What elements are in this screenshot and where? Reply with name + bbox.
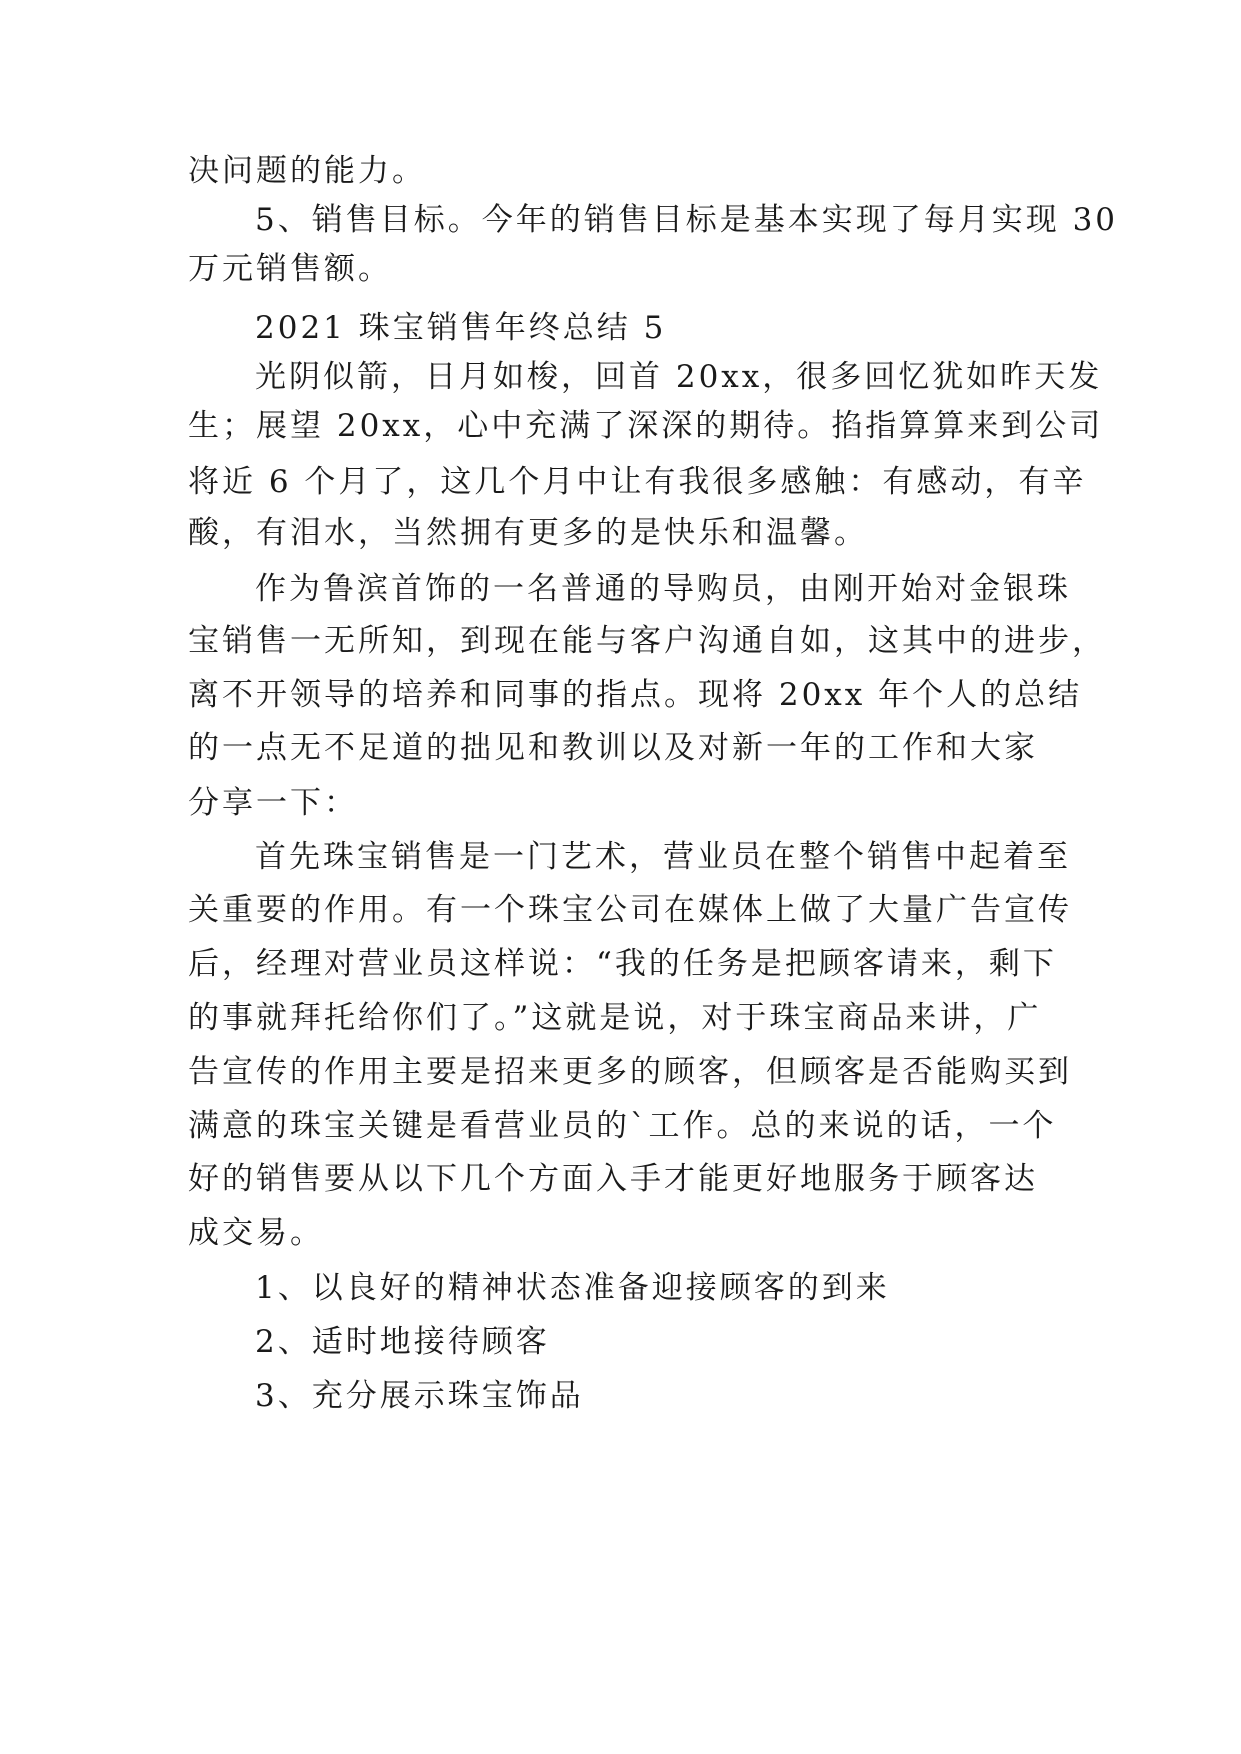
text-line: 成交易。: [188, 1215, 324, 1251]
text-line: 告宣传的作用主要是招来更多的顾客，但顾客是否能购买到: [188, 1054, 1072, 1090]
text-line: 满意的珠宝关键是看营业员的`工作。总的来说的话，一个: [188, 1108, 1057, 1144]
text-line: 生；展望 20xx，心中充满了深深的期待。掐指算算来到公司: [188, 408, 1104, 444]
section-heading: 2021 珠宝销售年终总结 5: [255, 310, 667, 346]
list-item: 1、以良好的精神状态准备迎接顾客的到来: [255, 1270, 890, 1306]
text-line: 宝销售一无所知，到现在能与客户沟通自如，这其中的进步，: [188, 623, 1106, 659]
text-line: 5、销售目标。今年的销售目标是基本实现了每月实现 30: [255, 202, 1119, 238]
text-line: 将近 6 个月了，这几个月中让有我很多感触：有感动，有辛: [188, 464, 1087, 500]
list-item: 2、适时地接待顾客: [255, 1324, 550, 1360]
text-line: 关重要的作用。有一个珠宝公司在媒体上做了大量广告宣传: [188, 892, 1072, 928]
text-line: 光阴似箭，日月如梭，回首 20xx，很多回忆犹如昨天发: [255, 359, 1103, 395]
text-line: 分享一下：: [188, 785, 358, 821]
text-line: 的一点无不足道的拙见和教训以及对新一年的工作和大家: [188, 730, 1038, 766]
text-line: 决问题的能力。: [188, 153, 426, 189]
list-item: 3、充分展示珠宝饰品: [255, 1378, 584, 1414]
text-line: 好的销售要从以下几个方面入手才能更好地服务于顾客达: [188, 1161, 1038, 1197]
text-line: 的事就拜托给你们了。”这就是说，对于珠宝商品来讲，广: [188, 1000, 1042, 1036]
text-line: 后，经理对营业员这样说：“我的任务是把顾客请来，剩下: [188, 946, 1057, 982]
text-line: 首先珠宝销售是一门艺术，营业员在整个销售中起着至: [255, 839, 1071, 875]
text-line: 作为鲁滨首饰的一名普通的导购员，由刚开始对金银珠: [255, 571, 1071, 607]
text-line: 离不开领导的培养和同事的指点。现将 20xx 年个人的总结: [188, 677, 1083, 713]
text-line: 酸，有泪水，当然拥有更多的是快乐和温馨。: [188, 515, 868, 551]
text-line: 万元销售额。: [188, 251, 392, 287]
